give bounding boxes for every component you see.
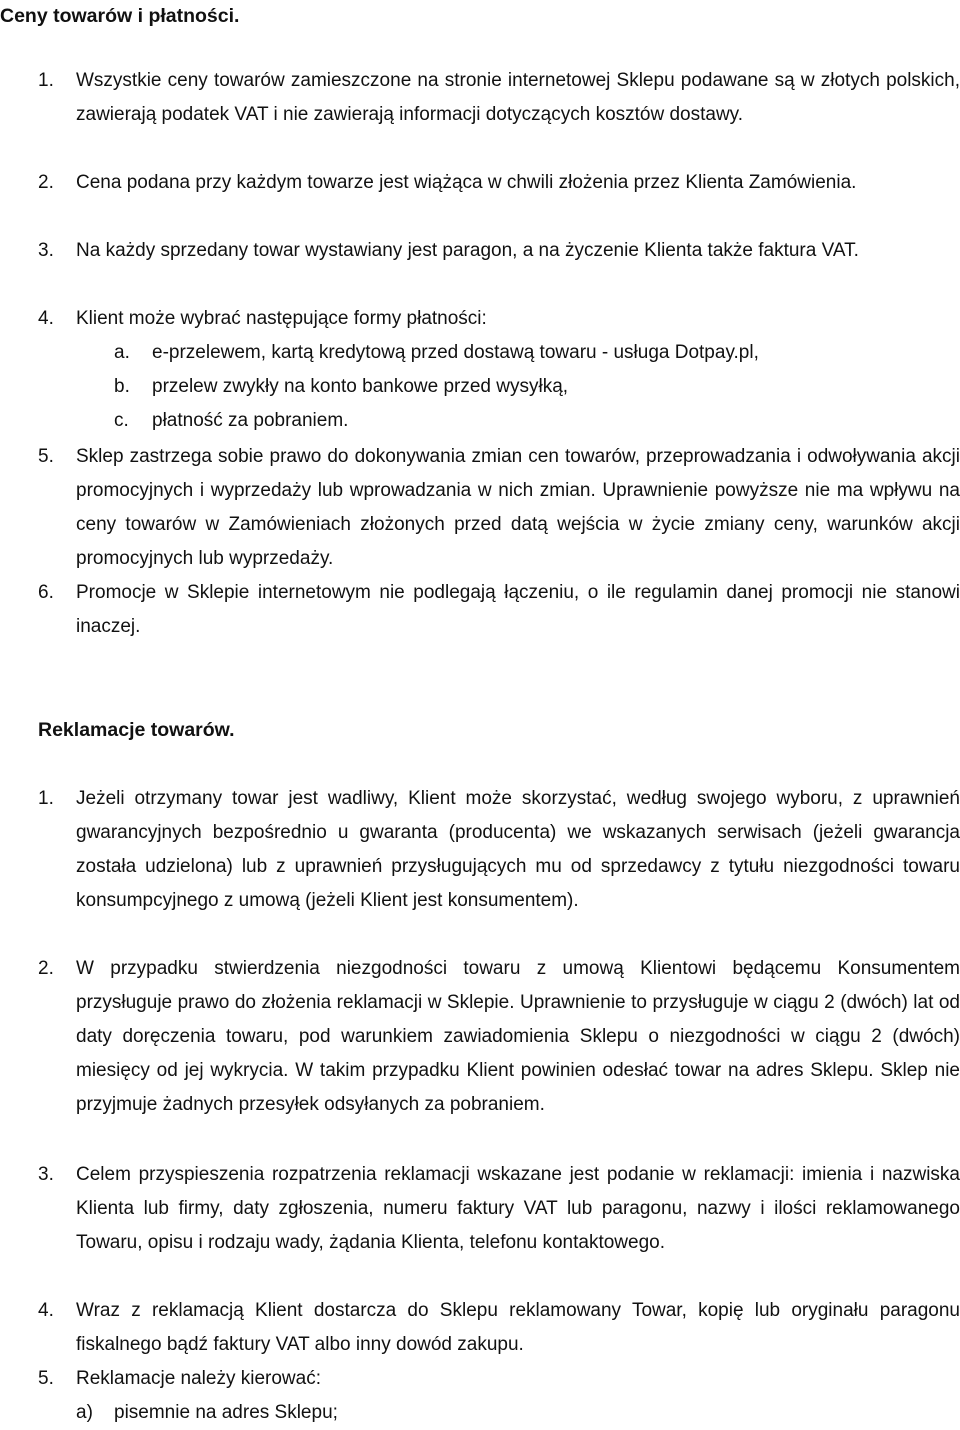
item-number: 1.: [38, 70, 54, 91]
sub-item-text: pisemnie na adres Sklepu;: [114, 1402, 338, 1423]
item-number: 3.: [38, 240, 54, 261]
item-text: W przypadku stwierdzenia niezgodności towaru z umową Klientowi będącemu Konsumentem przysługuje prawo do złożenia reklamacji w Sklepie. Uprawnienie to przysługuje w ciągu 2 (dwóch) lat od daty doręczenia towaru, pod warunkiem zawiadomienia Sklepu o niezgodności w ciągu 2 (dwóch) miesięcy od jej wykrycia. W takim przypadku Klient powinien odesłać towar na adres Sklepu. Sklep nie przyjmuje żadnych przesyłek odsyłanych za pobraniem.: [76, 958, 960, 1115]
sub-item-text: płatność za pobraniem.: [152, 410, 349, 431]
item-number: 6.: [38, 582, 54, 603]
item-text: Cena podana przy każdym towarze jest wiążąca w chwili złożenia przez Klienta Zamówienia.: [76, 172, 857, 193]
item-text: Wszystkie ceny towarów zamieszczone na stronie internetowej Sklepu podawane są w złotych polskich, zawierają podatek VAT i nie zawierają informacji dotyczących kosztów dostawy.: [76, 70, 960, 125]
item-number: 4.: [38, 1300, 54, 1321]
sub-item-letter: b.: [114, 376, 130, 397]
sub-item-text: przelew zwykły na konto bankowe przed wysyłką,: [152, 376, 569, 397]
item-number: 1.: [38, 788, 54, 809]
item-text: Promocje w Sklepie internetowym nie podlegają łączeniu, o ile regulamin danej promocji nie stanowi inaczej.: [76, 582, 960, 637]
item-text: Klient może wybrać następujące formy płatności:: [76, 308, 487, 329]
sub-item-letter: c.: [114, 410, 129, 431]
item-number: 3.: [38, 1164, 54, 1185]
item-text: Wraz z reklamacją Klient dostarcza do Sklepu reklamowany Towar, kopię lub oryginału paragonu fiskalnego bądź faktury VAT albo inny dowód zakupu.: [76, 1300, 960, 1355]
item-number: 2.: [38, 172, 54, 193]
item-text: Jeżeli otrzymany towar jest wadliwy, Klient może skorzystać, według swojego wyboru, z uprawnień gwarancyjnych bezpośrednio u gwaranta (producenta) we wskazanych serwisach (jeżeli gwarancja została udzielona) lub z uprawnień przysługujących mu od sprzedawcy z tytułu niezgodności towaru konsumpcyjnego z umową (jeżeli Klient jest konsumentem).: [76, 788, 960, 911]
item-text: Celem przyspieszenia rozpatrzenia reklamacji wskazane jest podanie w reklamacji: imienia i nazwiska Klienta lub firmy, daty zgłoszenia, numeru faktury VAT lub paragonu, nazwy i ilości reklamowanego Towaru, opisu i rodzaju wady, żądania Klienta, telefonu kontaktowego.: [76, 1164, 960, 1253]
section-heading-complaints: Reklamacje towarów.: [38, 719, 235, 741]
item-text: Reklamacje należy kierować:: [76, 1368, 321, 1389]
item-number: 5.: [38, 446, 54, 467]
item-text: Sklep zastrzega sobie prawo do dokonywania zmian cen towarów, przeprowadzania i odwoływania akcji promocyjnych i wyprzedaży lub wprowadzania w nich zmian. Uprawnienie powyższe nie ma wpływu na ceny towarów w Zamówieniach złożonych przed datą wejścia w życie zmiany ceny, warunków akcji promocyjnych lub wyprzedaży.: [76, 446, 960, 569]
item-text: Na każdy sprzedany towar wystawiany jest paragon, a na życzenie Klienta także faktura VAT.: [76, 240, 859, 261]
item-number: 4.: [38, 308, 54, 329]
item-number: 2.: [38, 958, 54, 979]
sub-item-letter: a): [76, 1402, 93, 1423]
section-heading-prices: Ceny towarów i płatności.: [0, 5, 240, 27]
sub-item-letter: a.: [114, 342, 130, 363]
sub-item-text: e-przelewem, kartą kredytową przed dostawą towaru - usługa Dotpay.pl,: [152, 342, 759, 363]
item-number: 5.: [38, 1368, 54, 1389]
